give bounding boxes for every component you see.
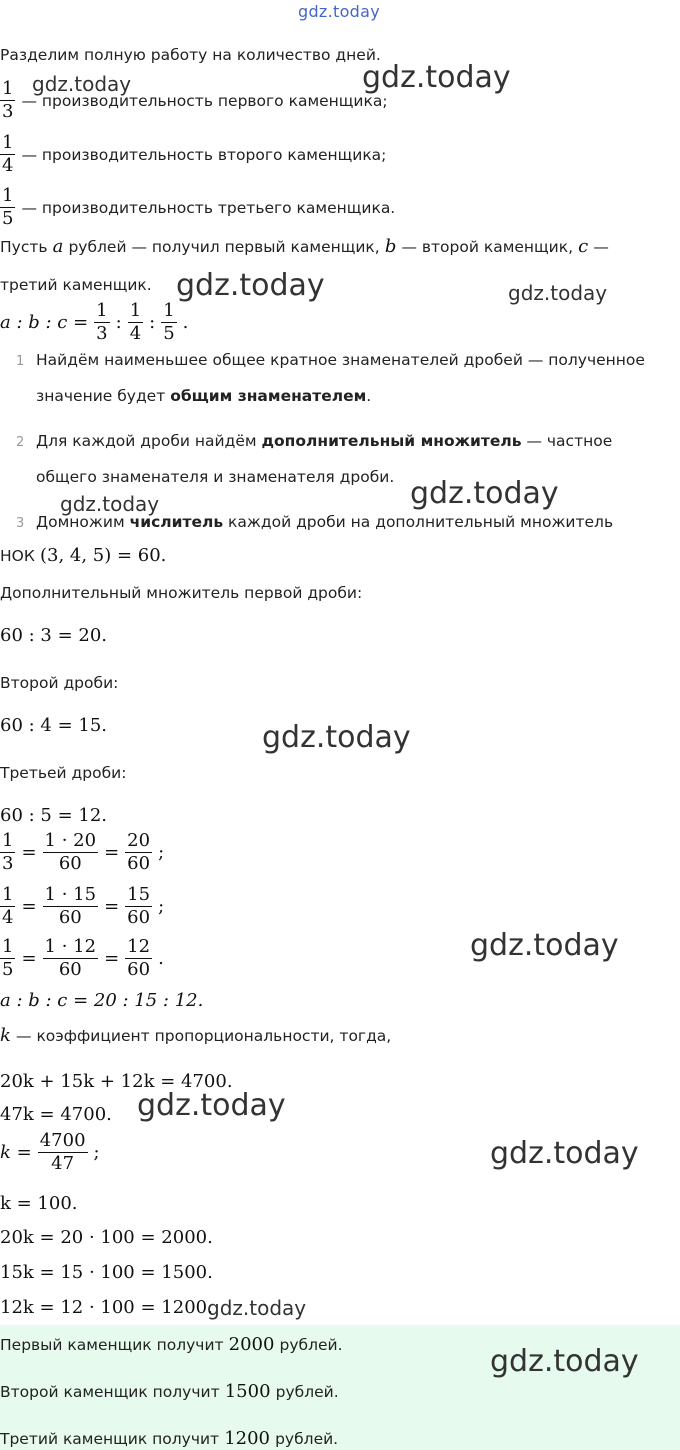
equation-2: 47k = 4700.	[0, 1104, 112, 1125]
fraction: $\frac{1}{4}$	[2, 132, 14, 176]
watermark: gdz.today	[470, 928, 619, 963]
answer-2: Второй каменщик получит 1500 рублей.	[0, 1381, 339, 1402]
equation-7: 12k = 12 · 100 = 1200.	[0, 1297, 213, 1318]
watermark-top: gdz.today	[298, 2, 380, 21]
let-line: Пусть a рублей — получил первый каменщик, b — второй каменщик, c —	[0, 236, 609, 257]
factor-first-label: Дополнительный множитель первой дроби:	[0, 584, 363, 602]
equation-4: k = 100.	[0, 1193, 78, 1214]
factor-third-expr: 60 : 5 = 12.	[0, 805, 108, 826]
watermark: gdz.today	[490, 1344, 639, 1379]
conversion-row-3: $\frac{1}{5}$ = $\frac{1 \cdot 12}{60}$ = $\frac{12}{60}$ .	[2, 936, 164, 980]
equation-1: 20k + 15k + 12k = 4700.	[0, 1071, 233, 1092]
k-definition: k — коэффициент пропорциональности, тогда,	[0, 1025, 392, 1046]
watermark: gdz.today	[32, 72, 132, 96]
let-line-cont: третий каменщик.	[0, 276, 152, 294]
equation-3: k = $\frac{4700}{47}$ ;	[0, 1130, 100, 1174]
productivity-text: — производительность второго каменщика;	[21, 145, 387, 164]
ratio-fractions: a : b : c = $\frac{1}{3}$ : $\frac{1}{4}$ : $\frac{1}{5}$ .	[0, 300, 189, 344]
conversion-row-1: $\frac{1}{3}$ = $\frac{1 \cdot 20}{60}$ = $\frac{20}{60}$ ;	[2, 830, 165, 874]
watermark: gdz.today	[262, 720, 411, 755]
productivity-row-3	[0, 185, 401, 230]
answer-3: Третий каменщик получит 1200 рублей.	[0, 1428, 339, 1449]
factor-third-label: Третьей дроби:	[0, 764, 127, 782]
watermark: gdz.today	[362, 60, 511, 95]
watermark: gdz.today	[207, 1296, 307, 1320]
fraction: $\frac{1}{3}$	[2, 78, 14, 122]
factor-first-expr: 60 : 3 = 20.	[0, 625, 108, 646]
ratio-result: a : b : c = 20 : 15 : 12.	[0, 990, 204, 1011]
factor-second-expr: 60 : 4 = 15.	[0, 715, 108, 736]
step-1-cont: значение будет общим знаменателем.	[36, 387, 372, 405]
intro-text: Разделим полную работу на количество дней.	[0, 46, 381, 64]
productivity-text: — производительность первого каменщика;	[21, 91, 388, 110]
watermark: gdz.today	[176, 268, 325, 303]
answer-1: Первый каменщик получит 2000 рублей.	[0, 1334, 343, 1355]
productivity-row-2	[0, 132, 392, 177]
equation-5: 20k = 20 · 100 = 2000.	[0, 1227, 213, 1248]
step-1: 1 Найдём наименьшее общее кратное знаменателей дробей — полученное	[16, 351, 645, 369]
step-3: 3 Домножим числитель каждой дроби на дополнительный множитель	[16, 513, 614, 531]
watermark: gdz.today	[137, 1088, 286, 1123]
watermark: gdz.today	[60, 492, 160, 516]
nok-line: НОК (3, 4, 5) = 60.	[0, 545, 167, 566]
watermark: gdz.today	[508, 281, 608, 305]
step-2-cont: общего знаменателя и знаменателя дроби.	[36, 468, 395, 486]
step-2: 2 Для каждой дроби найдём дополнительный множитель — частное	[16, 432, 613, 450]
productivity-row-1	[0, 78, 394, 123]
watermark: gdz.today	[490, 1136, 639, 1171]
fraction: $\frac{1}{5}$	[2, 185, 14, 229]
equation-6: 15k = 15 · 100 = 1500.	[0, 1262, 213, 1283]
productivity-text: — производительность третьего каменщика.	[21, 198, 396, 217]
conversion-row-2: $\frac{1}{4}$ = $\frac{1 \cdot 15}{60}$ = $\frac{15}{60}$ ;	[2, 884, 165, 928]
factor-second-label: Второй дроби:	[0, 674, 119, 692]
watermark: gdz.today	[410, 476, 559, 511]
